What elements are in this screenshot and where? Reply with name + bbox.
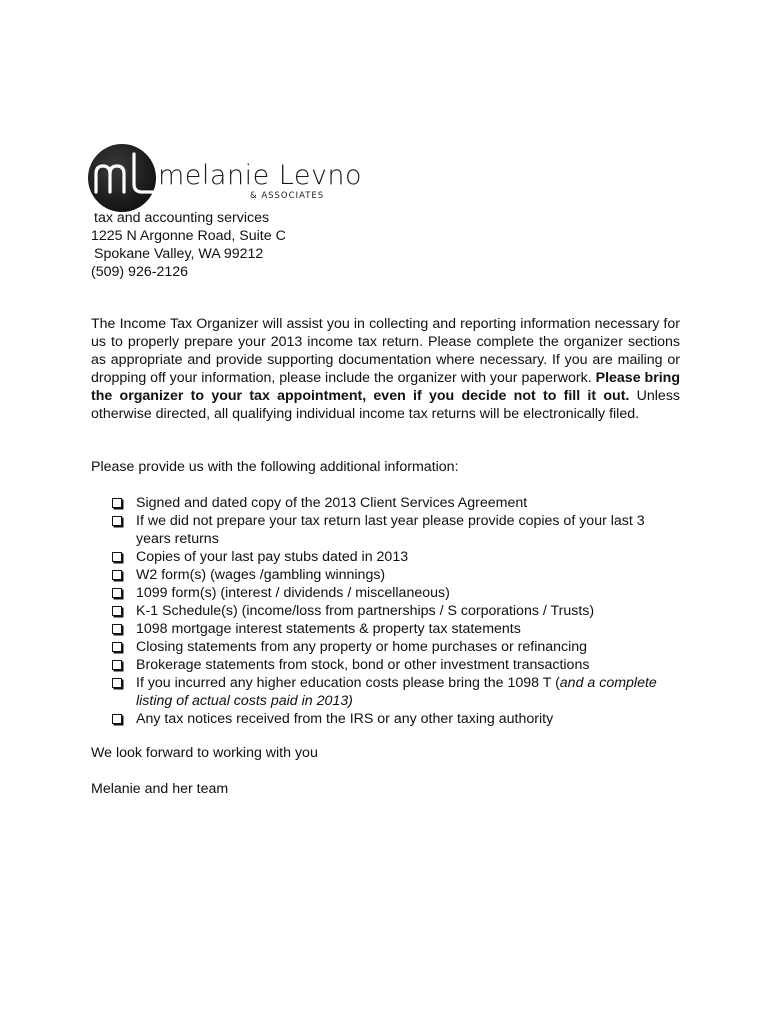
checkbox-icon[interactable]: [112, 678, 122, 688]
list-item-text: Copies of your last pay stubs dated in 2013: [136, 549, 409, 565]
list-item-text: Signed and dated copy of the 2013 Client Services Agreement: [136, 495, 528, 511]
list-item: [112, 512, 682, 548]
list-item-text: Any tax notices received from the IRS or any other taxing authority: [136, 711, 554, 727]
checkbox-icon[interactable]: [112, 570, 122, 580]
address-city: Spokane Valley, WA 99212: [94, 246, 264, 262]
list-item: [112, 638, 682, 656]
list-item-text: Closing statements from any property or home purchases or refinancing: [136, 639, 588, 655]
checklist-lead: Please provide us with the following additional information:: [91, 459, 459, 475]
list-item: [112, 566, 682, 584]
checkbox-icon[interactable]: [112, 516, 122, 526]
document-checklist: [112, 494, 682, 728]
checkbox-icon[interactable]: [112, 624, 122, 634]
checkbox-icon[interactable]: [112, 660, 122, 670]
intro-bold-text: Please bring the organizer to your tax appointment, even if you decide not to fill it out.: [91, 370, 681, 404]
checkbox-icon[interactable]: [112, 642, 122, 652]
address-street: 1225 N Argonne Road, Suite C: [91, 228, 286, 244]
list-item-text: 1098 mortgage interest statements & property tax statements: [136, 621, 521, 637]
address-tagline: tax and accounting services: [94, 210, 270, 226]
checkbox-icon[interactable]: [112, 606, 122, 616]
list-item: [112, 620, 682, 638]
closing-line: We look forward to working with you: [91, 745, 318, 761]
list-item: [112, 584, 682, 602]
intro-text-1: The Income Tax Organizer will assist you in collecting and reporting information necessary for us to properly prepare your 2013 income tax return. Please complete the organizer sections as appropriate and provide supporting documentation where necessary. If you are mailing or dropping off your information, please include the organizer with your paperwork.: [91, 316, 680, 386]
list-item-text: W2 form(s) (wages /gambling winnings): [136, 567, 386, 583]
intro-paragraph: [91, 315, 680, 423]
checkbox-icon[interactable]: [112, 552, 122, 562]
checkbox-icon[interactable]: [112, 588, 122, 598]
signoff: Melanie and her team: [91, 781, 229, 797]
list-item-text: If you incurred any higher education costs please bring the 1098 T (: [136, 675, 560, 691]
logo-subtitle: & ASSOCIATES: [250, 191, 325, 201]
list-item: [112, 494, 682, 512]
intro-text-2: Unless otherwise directed, all qualifying individual income tax returns will be electronically filed.: [91, 388, 681, 422]
list-item: [112, 602, 682, 620]
list-item: [112, 548, 682, 566]
checkbox-icon[interactable]: [112, 714, 122, 724]
logo-company-name: melanie Levno: [158, 160, 363, 191]
list-item: [112, 674, 682, 710]
checkbox-icon[interactable]: [112, 498, 122, 508]
list-item: [112, 656, 682, 674]
list-item: [112, 710, 682, 728]
list-item-text: Brokerage statements from stock, bond or other investment transactions: [136, 657, 590, 673]
list-item-text: K-1 Schedule(s) (income/loss from partnerships / S corporations / Trusts): [136, 603, 595, 619]
list-item-text: If we did not prepare your tax return last year please provide copies of your last 3 years returns: [136, 513, 645, 547]
company-logo: [88, 144, 363, 214]
list-item-text: 1099 form(s) (interest / dividends / miscellaneous): [136, 585, 450, 601]
list-item-italic-text: and a complete listing of actual costs paid in 2013): [136, 675, 657, 709]
address-block: [91, 209, 286, 281]
address-phone: (509) 926-2126: [91, 264, 189, 280]
ml-monogram-logo: [88, 144, 156, 212]
